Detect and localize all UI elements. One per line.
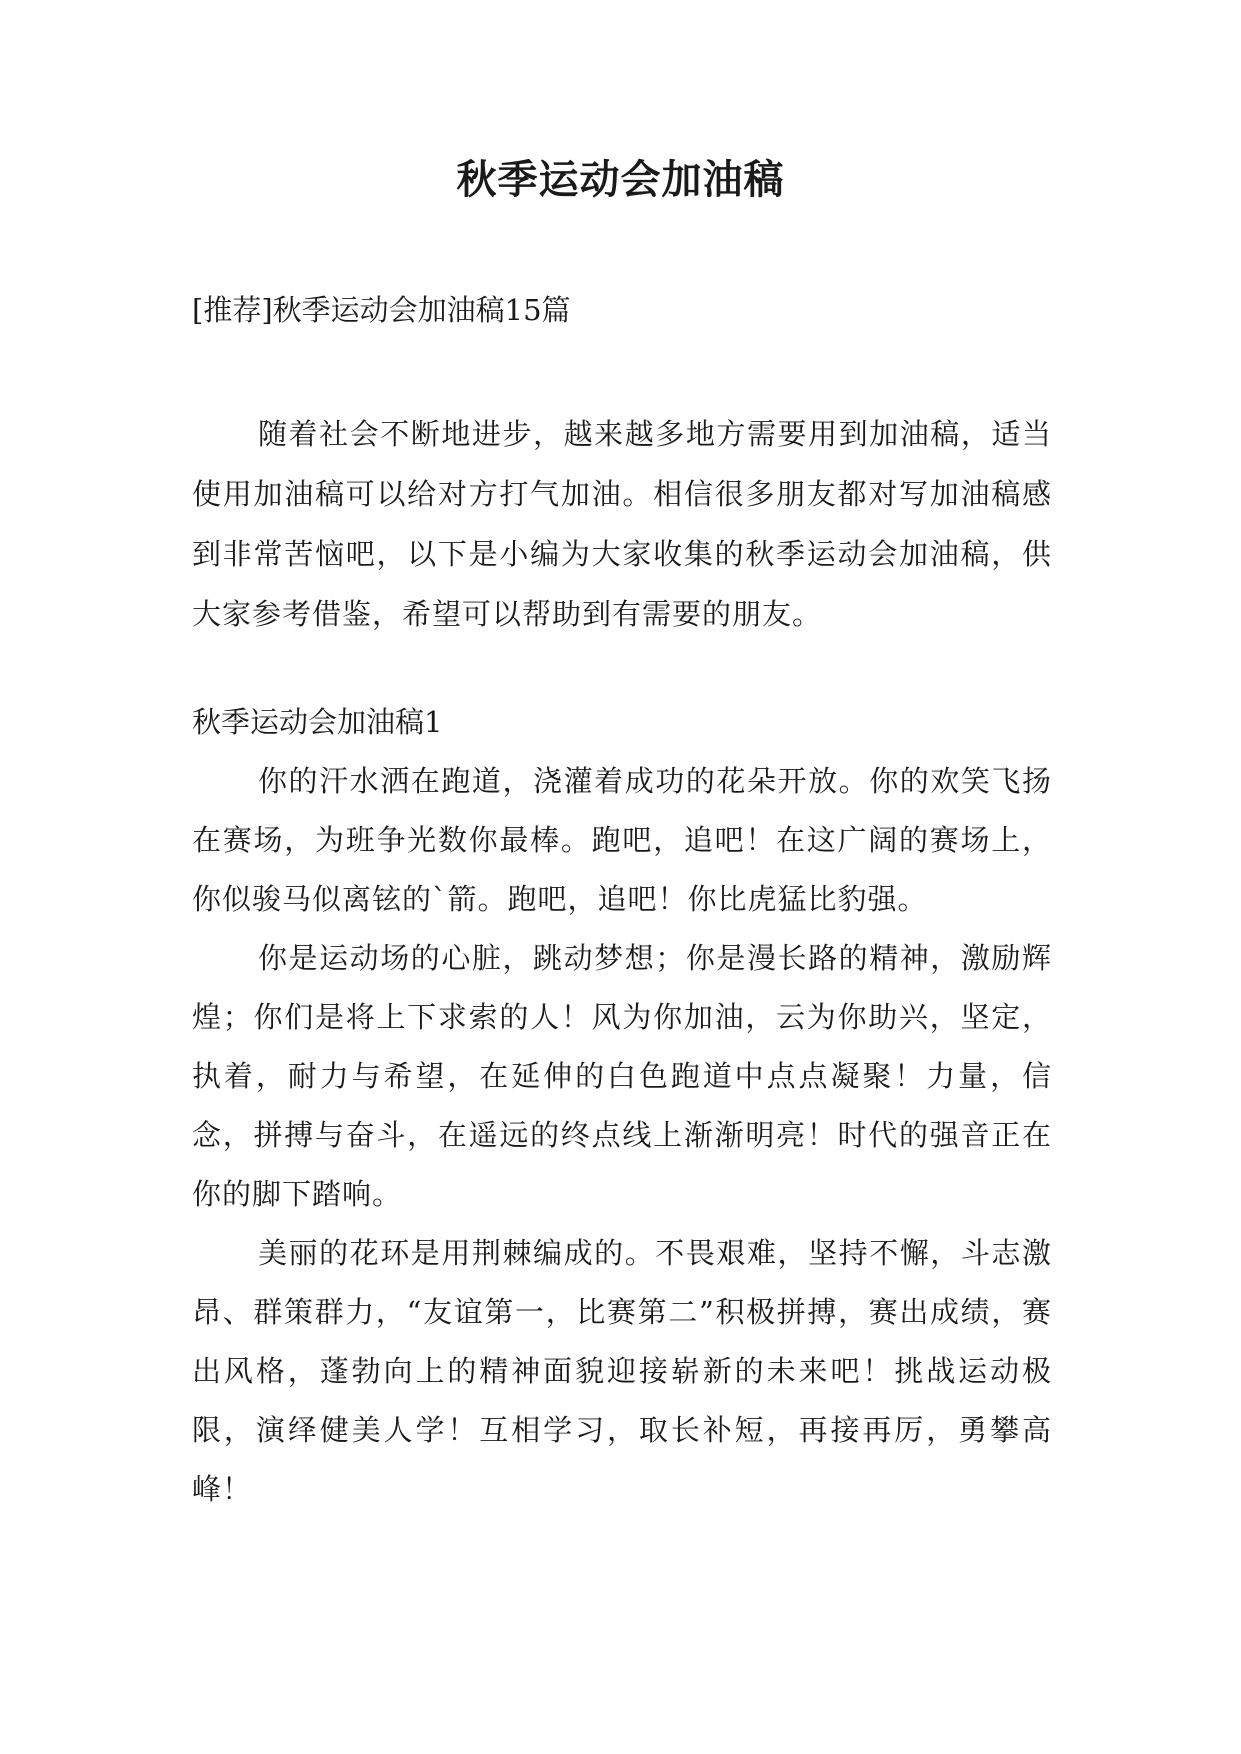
intro-paragraph: 随着社会不断地进步，越来越多地方需要用到加油稿，适当使用加油稿可以给对方打气加油。相信很多朋友都对写加油稿感到非常苦恼吧，以下是小编为大家收集的秋季运动会加油稿，供大家参考借鉴，希望可以帮助到有需要的朋友。 [192, 417, 1052, 631]
document-subtitle: [推荐]秋季运动会加油稿15篇 [192, 293, 571, 327]
document-title: 秋季运动会加油稿 [456, 157, 785, 203]
body-paragraph-3: 美丽的花环是用荆棘编成的。不畏艰难，坚持不懈，斗志激昂、群策群力，“友谊第一，比赛第二”积极拼搏，赛出成绩，赛出风格，蓬勃向上的精神面貌迎接崭新的未来吧！挑战运动极限，演绎健美人学！互相学习，取长补短，再接再厉，勇攀高峰！ [192, 1236, 1052, 1506]
body-paragraph-2: 你是运动场的心脏，跳动梦想；你是漫长路的精神，激励辉煌；你们是将上下求索的人！风为你加油，云为你助兴，坚定，执着，耐力与希望，在延伸的白色跑道中点点凝聚！力量，信念，拼搏与奋斗，在遥远的终点线上渐渐明亮！时代的强音正在你的脚下踏响。 [192, 941, 1052, 1211]
section-body [192, 752, 1052, 1519]
body-paragraph-1: 你的汗水洒在跑道，浇灌着成功的花朵开放。你的欢笑飞扬在赛场，为班争光数你最棒。跑吧，追吧！在这广阔的赛场上，你似骏马似离铉的`箭。跑吧，追吧！你比虎猛比豹强。 [192, 764, 1052, 916]
section-heading: 秋季运动会加油稿1 [192, 705, 443, 739]
